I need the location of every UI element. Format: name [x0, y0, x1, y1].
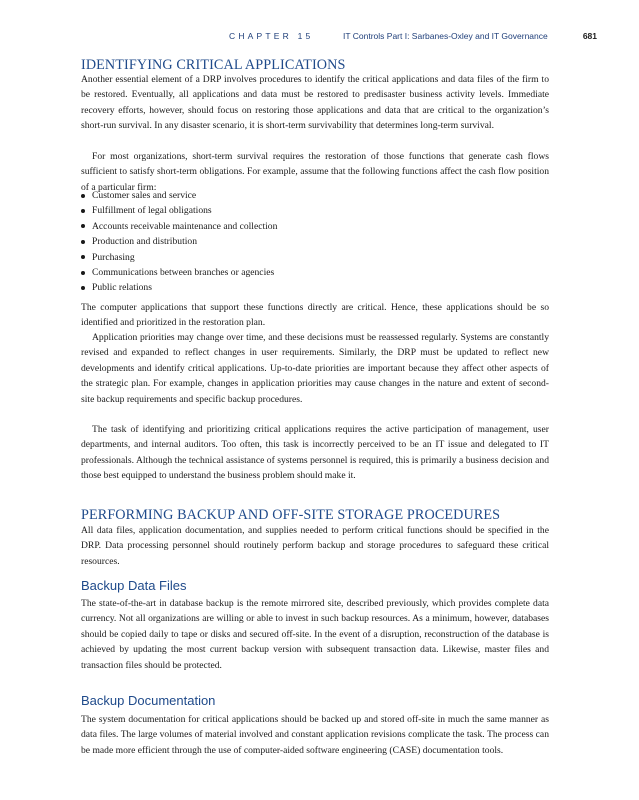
- bullet-icon: [81, 286, 85, 290]
- list-item: [81, 234, 549, 249]
- paragraph: Application priorities may change over time, and these decisions must be reassessed regularly. Systems are constantly revised and expanded to reflect changes in user requirements. Similarly, the DRP must be updated to reflect new developments and identify critical applications. Up-to-date priorities are important because they affect other aspects of the strategic plan. For example, changes in application priorities may cause changes in the nature and extent of second-site backup requirements and specific backup procedures.: [81, 332, 549, 405]
- paragraph: The state-of-the-art in database backup is the remote mirrored site, described previously, which provides complete data currency. Not all organizations are willing or able to invest in such backup resources. As a minimum, however, databases should be copied daily to tape or disks and secured off-site. In the event of a disruption, reconstruction of the database is achieved by updating the most current backup version with subsequent transaction data. Likewise, master files and transaction files should be protected.: [81, 598, 549, 671]
- paragraph: Another essential element of a DRP involves procedures to identify the critical applications and data files of the firm to be restored. Eventually, all applications and data must be restored to predisaster business activity levels. Immediate recovery efforts, however, should focus on restoring those applications and data that are critical to the organization’s short-run survival. In any disaster scenario, it is short-term survivability that determines long-term survival.: [81, 74, 549, 132]
- page-number: 681: [582, 31, 597, 41]
- list-item: [81, 280, 549, 295]
- list-item: [81, 219, 549, 234]
- list-item: [81, 265, 549, 280]
- paragraph: For most organizations, short-term survival requires the restoration of those functions that generate cash flows sufficient to satisfy short-term obligations. For example, assume that the following functions affect the cash flow position of a particular firm:: [81, 151, 549, 193]
- running-head-title: IT Controls Part I: Sarbanes-Oxley and IT Governance: [343, 31, 548, 41]
- bullet-icon: [81, 224, 85, 228]
- running-head: [81, 31, 597, 45]
- list-item-text: Purchasing: [92, 251, 135, 263]
- subheading-backup-documentation: Backup Documentation: [81, 693, 216, 708]
- list-item-text: Communications between branches or agencies: [92, 267, 275, 279]
- section-heading-backup-storage: PERFORMING BACKUP AND OFF-SITE STORAGE PROCEDURES: [81, 507, 501, 523]
- running-head-chapter: CHAPTER 15: [229, 31, 314, 41]
- list-item: [81, 203, 549, 218]
- subheading-backup-data-files: Backup Data Files: [81, 578, 187, 593]
- list-item-text: Fulfillment of legal obligations: [92, 205, 212, 217]
- bullet-icon: [81, 240, 85, 244]
- paragraph: The system documentation for critical applications should be backed up and stored off-site in much the same manner as data files. The large volumes of material involved and constant application revisions complicate the task. The process can be made more efficient through the use of computer-aided software engineering (CASE) documentation tools.: [81, 714, 549, 756]
- list-item-text: Accounts receivable maintenance and collection: [92, 220, 278, 232]
- list-item-text: Customer sales and service: [92, 190, 197, 201]
- list-item: [81, 250, 549, 265]
- critical-functions-list: [81, 188, 549, 296]
- list-item-text: Production and distribution: [92, 236, 197, 248]
- section-heading-critical-applications: IDENTIFYING CRITICAL APPLICATIONS: [81, 57, 346, 73]
- paragraph: All data files, application documentation, and supplies needed to perform critical functions should be specified in the DRP. Data processing personnel should routinely perform backup and storage procedures to safeguard these critical resources.: [81, 525, 549, 567]
- bullet-icon: [81, 271, 85, 275]
- list-item: [81, 188, 549, 203]
- bullet-icon: [81, 194, 85, 198]
- list-item-text: Public relations: [92, 282, 152, 294]
- paragraph: The task of identifying and prioritizing critical applications requires the active participation of management, user departments, and internal auditors. Too often, this task is incorrectly perceived to be an IT issue and delegated to IT professionals. Although the technical assistance of systems personnel is required, this is primarily a business decision and those best equipped to understand the business problem should make it.: [81, 424, 549, 482]
- bullet-icon: [81, 255, 85, 259]
- bullet-icon: [81, 209, 85, 213]
- paragraph: The computer applications that support these functions directly are critical. Hence, these applications should be so identified and prioritized in the restoration plan.: [81, 302, 549, 329]
